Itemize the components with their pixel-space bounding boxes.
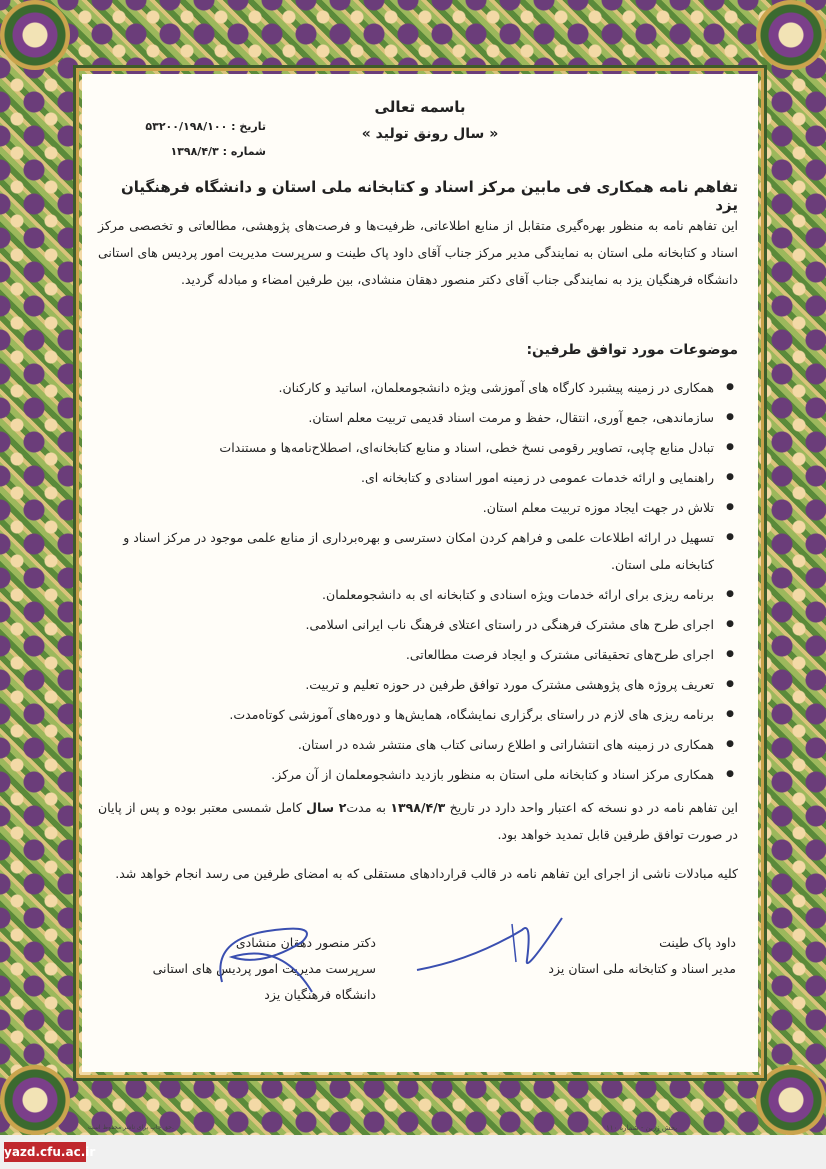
list-item: ● همکاری مرکز اسناد و کتابخانه ملی استان به منظور بازدید دانشجومعلمان از آن مرکز. [98,761,740,788]
number-line: شماره : ۱۳۹۸/۴/۳ [170,145,266,158]
validity-text: به مدت [346,800,391,815]
signatory-title: مدیر اسناد و کتابخانه ملی استان یزد [548,961,736,976]
letter-paper [82,74,758,1072]
frame-corner-ornament [0,1065,70,1135]
agreement-topics-list [98,374,740,791]
frame-corner-ornament [0,0,70,70]
list-item: ● برنامه ریزی های لازم در راستای برگزاری نمایشگاه، همایش‌ها و دوره‌های آموزشی کوتاه‌مدت. [98,701,740,728]
closing-paragraph: کلیه مبادلات ناشی از اجرای این تفاهم نامه در قالب قراردادهای مستقلی که به امضای طرفین می رسد انجام خواهد شد. [115,866,738,881]
list-item: ● همکاری در زمینه پیشبرد کارگاه های آموزشی ویژه دانشجومعلمان، اساتید و کارکنان. [98,374,740,401]
list-item: ● اجرای طرح‌های تحقیقاتی مشترک و ایجاد فرصت مطالعاتی. [98,641,740,668]
site-logo[interactable]: yazd.cfu.ac.ir [4,1142,86,1162]
footer-publisher: پخش زرین - شماره ۱۱۰ [606,1124,678,1132]
list-item: ● برنامه ریزی برای ارائه خدمات ویژه اسنادی و کتابخانه ای به دانشجومعلمان. [98,581,740,608]
basmala: باسمه تعالی [374,98,466,116]
intro-paragraph: این تفاهم نامه به منظور بهره‌گیری متقابل از منابع اطلاعاتی، ظرفیت‌ها و فرصت‌های پژوهشی، مطالعاتی و تخصصی مرکز اسناد و کتابخانه ملی استان به نمایندگی مدیر مرکز جناب آقای داود پاک طینت و سرپرست مدیریت امور پردیس های استانی دانشگاه فرهنگیان یزد به نمایندگی جناب آقای دکتر منصور دهقان منشادی، بین طرفین امضاء و مبادله گردید. [98,218,738,287]
list-item: ● اجرای طرح های مشترک فرهنگی در راستای اعتلای فرهنگ ناب ایرانی اسلامی. [98,611,740,638]
list-item: ● سازماندهی، جمع آوری، انتقال، حفظ و مرمت اسناد قدیمی تربیت معلم استان. [98,404,740,431]
list-item: ● تبادل منابع چاپی، تصاویر رقومی نسخ خطی، اسناد و منابع کتابخانه‌ای، اصطلاح‌نامه‌ها و مستندات [98,434,740,461]
validity-text: این تفاهم نامه در دو نسخه که اعتبار واحد دارد در تاریخ [445,800,738,815]
footer-copyright: حق چاپ برای ناشر محفوظ است. [88,1124,174,1131]
validity-text: کامل شمسی معتبر بوده و پس از پایان در صورت توافق طرفین قابل تمدید خواهد بود. [98,800,738,842]
list-item: ● تلاش در جهت ایجاد موزه تربیت معلم استان. [98,494,740,521]
year-motto: « سال رونق تولید » [361,126,499,142]
section-heading: موضوعات مورد توافق طرفین: [526,342,738,358]
list-item: ● راهنمایی و ارائه خدمات عمومی در زمینه امور اسنادی و کتابخانه ای. [98,464,740,491]
signatory-name: دکتر منصور دهقان منشادی [235,935,376,950]
signatory-name: داود پاک طینت [659,935,736,950]
signatory-title: سرپرست مدیریت امور پردیس های استانی [152,961,376,976]
list-item: ● تسهیل در ارائه اطلاعات علمی و فراهم کردن امکان دسترسی و بهره‌برداری از منابع علمی موجود در مرکز اسناد و کتابخانه ملی استان. [98,524,740,578]
signature-scribble [412,910,572,980]
frame-corner-ornament [756,0,826,70]
list-item: ● تعریف پروژه های پژوهشی مشترک مورد توافق طرفین در حوزه تعلیم و تربیت. [98,671,740,698]
date-line: تاریخ : ۵۳۲۰۰/۱۹۸/۱۰۰ [145,120,266,133]
bottom-bar [0,1135,826,1169]
validity-paragraph [98,794,738,848]
signature-scribble [202,912,342,1002]
frame-corner-ornament [756,1065,826,1135]
letter-meta [116,120,266,170]
list-item: ● همکاری در زمینه های انتشاراتی و اطلاع رسانی کتاب های منتشر شده در استان. [98,731,740,758]
document-title: تفاهم نامه همکاری فی مابین مرکز اسناد و کتابخانه ملی استان و دانشگاه فرهنگیان یزد [120,178,738,214]
validity-duration: ۲ سال [306,800,347,815]
validity-date: ۱۳۹۸/۴/۳ [390,800,446,815]
signatory-org: دانشگاه فرهنگیان یزد [264,987,376,1002]
